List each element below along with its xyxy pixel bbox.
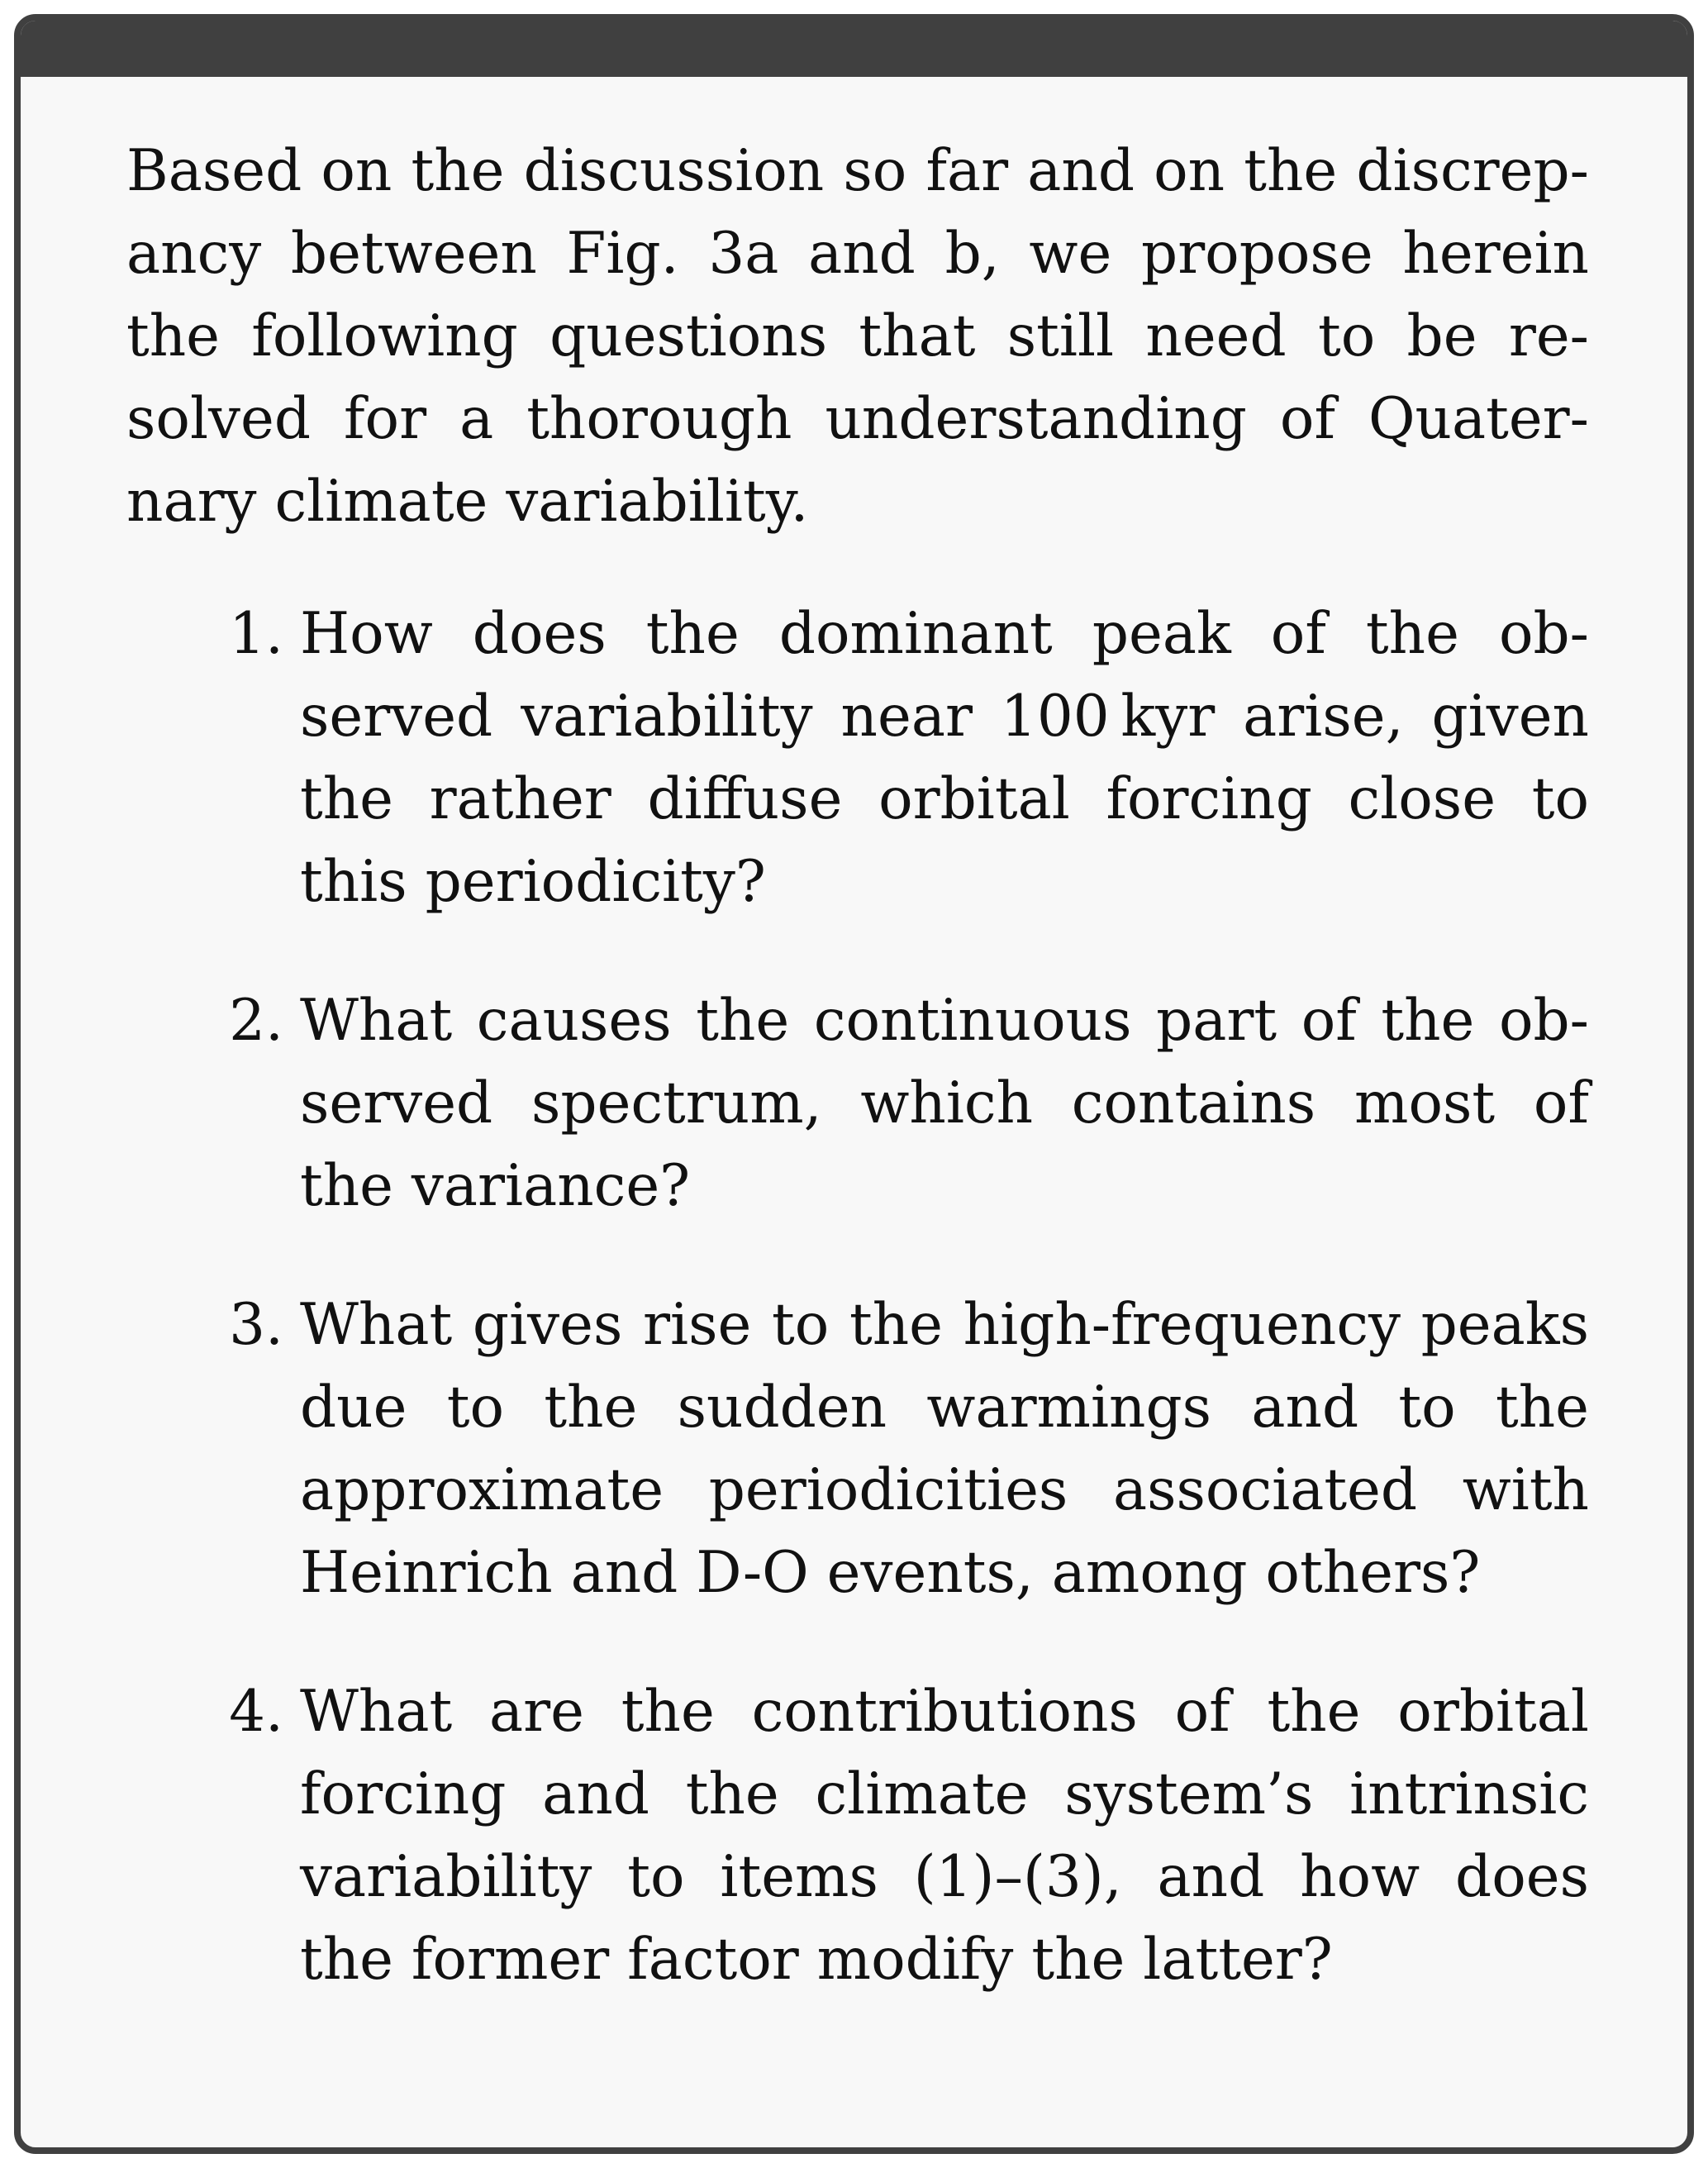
- question-number: 1.: [229, 601, 283, 667]
- question-item-3: [126, 1284, 1589, 1614]
- box-header-bar: [21, 21, 1687, 77]
- question-item-1: [126, 593, 1589, 923]
- question-number: 4.: [229, 1679, 283, 1745]
- question-number: 2.: [229, 988, 283, 1054]
- question-item-4: [126, 1670, 1589, 2001]
- text-box: [14, 14, 1694, 2154]
- question-list: [126, 593, 1589, 2001]
- question-text: What causes the continuous part of the observed spectrum, which contains most of the variance?: [300, 988, 1589, 1219]
- question-item-2: [126, 979, 1589, 1227]
- question-number: 3.: [229, 1292, 283, 1358]
- question-text: What gives rise to the high-frequency peaks due to the sudden warmings and to the approximate periodicities associated with Heinrich and D-O events, among others?: [300, 1292, 1589, 1606]
- question-text: What are the contributions of the orbital forcing and the climate system’s intrinsic variability to items (1)–(3), and how does the former factor modify the latter?: [300, 1679, 1589, 1993]
- box-content: [126, 130, 1589, 2057]
- intro-paragraph: Based on the discussion so far and on the discrepancy between Fig. 3a and b, we propose herein the following questions that still need to be resolved for a thorough understanding of Quaternary climate variability.: [126, 138, 1589, 535]
- question-text: How does the dominant peak of the observed variability near 100 kyr arise, given the rather diffuse orbital forcing close to this periodicity?: [300, 601, 1589, 915]
